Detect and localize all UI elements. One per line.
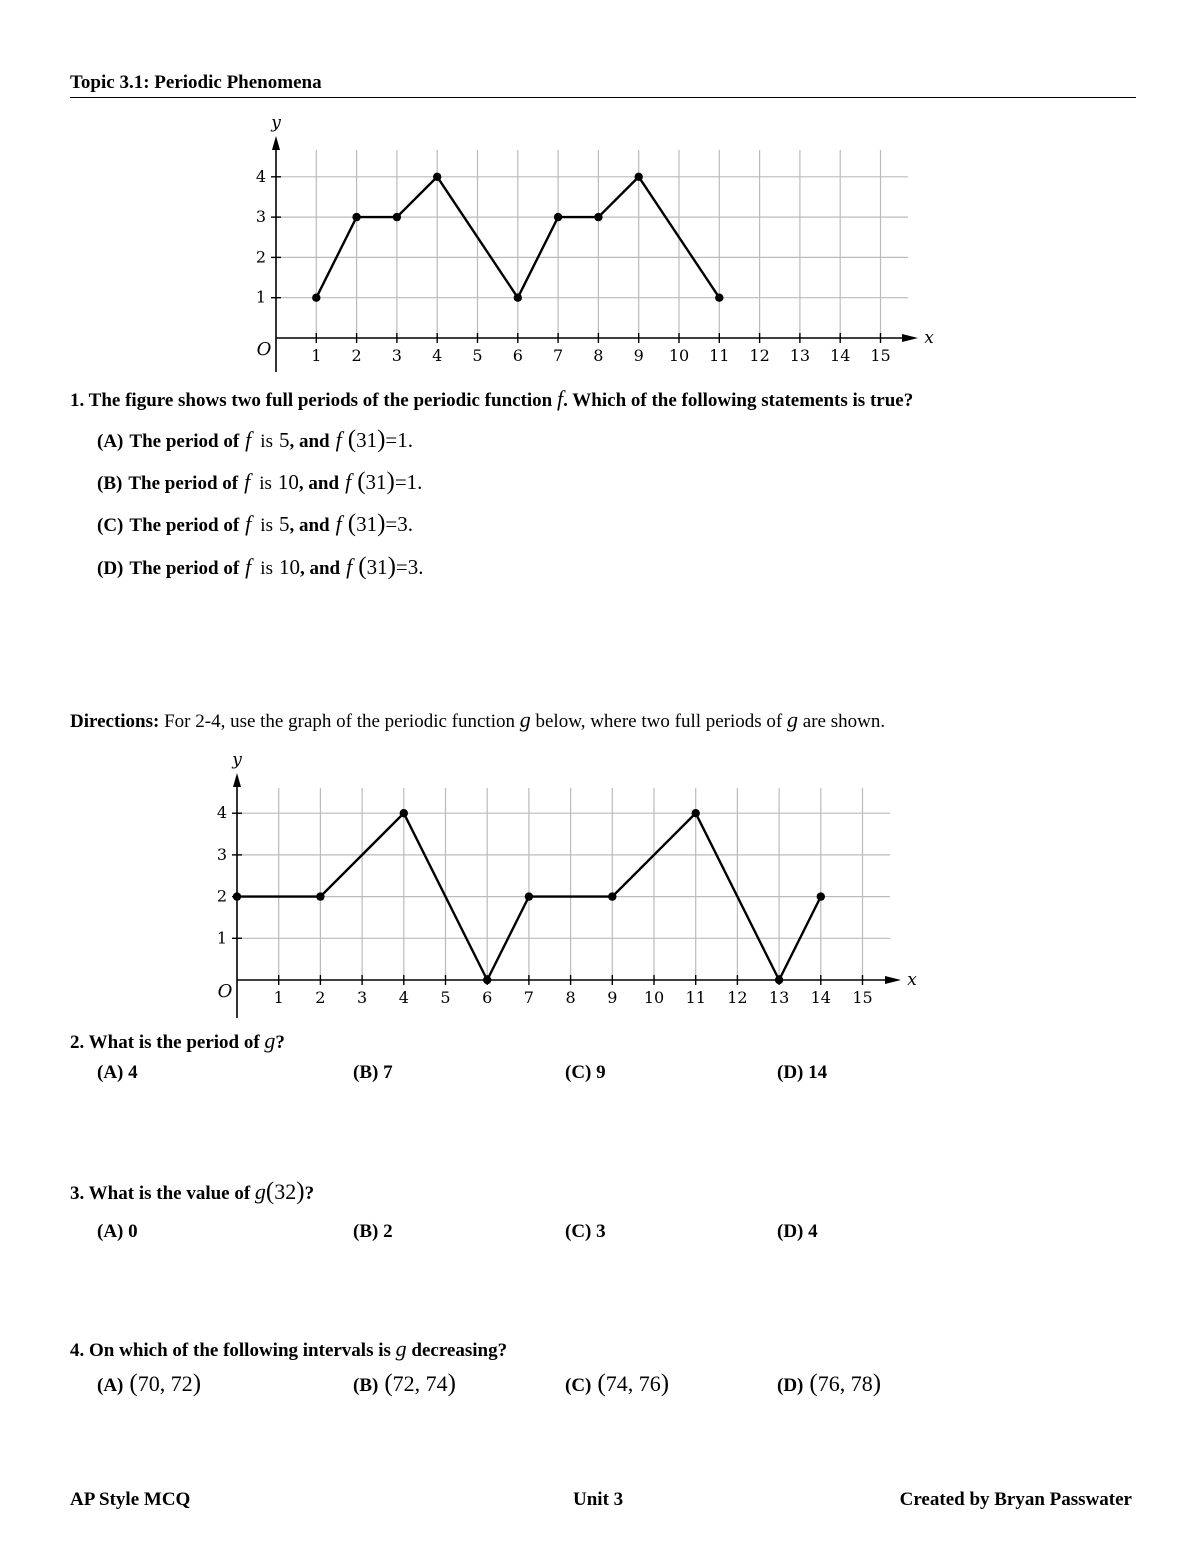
question-text: ? — [304, 1183, 315, 1204]
choice-letter: (B) — [97, 473, 123, 494]
choice-letter: (D) — [97, 558, 124, 579]
data-point — [393, 213, 401, 221]
directions-text: For 2-4, use the graph of the periodic function — [164, 711, 515, 732]
paren: ( — [347, 426, 357, 453]
paren: ) — [377, 510, 386, 537]
answer-choice[interactable] — [97, 468, 422, 496]
choice-letter: (A) — [97, 1375, 124, 1396]
question-number: 2. — [70, 1032, 85, 1053]
choice-text: , and — [289, 515, 330, 536]
question-text: ? — [275, 1032, 285, 1053]
y-axis-arrow — [233, 773, 241, 787]
directions — [70, 707, 885, 733]
y-axis-label: y — [232, 750, 242, 770]
x-tick-label: 10 — [668, 346, 690, 365]
footer-left: AP Style MCQ — [70, 1489, 191, 1510]
answer-choice[interactable]: (B) 2 — [353, 1221, 393, 1242]
data-point — [817, 892, 825, 900]
answer-choice[interactable] — [97, 426, 413, 454]
question-number: 3. — [70, 1183, 85, 1204]
choice-text: =1. — [385, 428, 413, 452]
answer-choice[interactable]: (A) 0 — [97, 1221, 138, 1242]
y-axis-arrow — [272, 136, 280, 150]
page-title: Topic 3.1: Periodic Phenomena — [70, 72, 1136, 98]
x-tick-label: 2 — [351, 346, 362, 365]
choice-letter: (C) — [97, 515, 124, 536]
answer-choice[interactable]: (D) 14 — [777, 1062, 828, 1083]
period-value: 5 — [278, 428, 290, 452]
paren: ) — [387, 553, 396, 580]
x-tick-label: 10 — [643, 988, 665, 1007]
paren: ( — [357, 468, 366, 495]
function-symbol: g — [254, 1179, 266, 1204]
function-symbol: f — [244, 469, 251, 494]
function-symbol: f — [245, 511, 252, 536]
x-tick-label: 5 — [472, 346, 483, 365]
y-tick-label: 2 — [255, 247, 266, 267]
paren: ) — [377, 426, 386, 453]
answer-choice[interactable]: (C) 9 — [565, 1062, 606, 1083]
x-axis-label: x — [907, 970, 917, 990]
answer-choice[interactable]: (B) 7 — [353, 1062, 393, 1083]
data-point — [352, 213, 360, 221]
paren: ) — [296, 1178, 305, 1205]
x-tick-label: 2 — [315, 988, 326, 1007]
period-value: 10 — [278, 555, 300, 579]
question-text: What is the value of — [88, 1183, 251, 1204]
x-tick-label: 7 — [553, 346, 564, 365]
period-value: 5 — [278, 512, 290, 536]
function-argument: 31 — [356, 512, 378, 536]
question-2 — [70, 1028, 285, 1054]
question-text: What is the period of — [88, 1032, 260, 1053]
x-tick-label: 3 — [357, 988, 368, 1007]
x-tick-label: 14 — [830, 346, 851, 365]
choice-text: is — [260, 558, 273, 579]
function-argument: 31 — [356, 428, 378, 452]
x-tick-label: 7 — [523, 988, 534, 1007]
choice-text: , and — [298, 473, 340, 494]
x-tick-label: 6 — [512, 346, 523, 365]
choice-text: =3. — [395, 555, 424, 579]
directions-label: Directions: — [70, 711, 160, 732]
function-argument: 31 — [366, 555, 388, 579]
x-tick-label: 6 — [482, 988, 493, 1007]
x-tick-label: 4 — [432, 346, 443, 365]
data-point — [635, 173, 643, 181]
graph-f — [0, 0, 1200, 380]
function-symbol: f — [335, 427, 342, 452]
x-tick-label: 11 — [685, 988, 706, 1007]
footer-right: Created by Bryan Passwater — [899, 1489, 1132, 1510]
function-symbol: f — [557, 386, 564, 411]
answer-choice[interactable] — [777, 1370, 881, 1398]
x-tick-label: 15 — [852, 988, 873, 1007]
answer-choice[interactable]: (A) 4 — [97, 1062, 138, 1083]
answer-choice[interactable] — [97, 1370, 201, 1398]
answer-choice[interactable]: (D) 4 — [777, 1221, 818, 1242]
data-point — [433, 173, 441, 181]
interval-value: 76, 78 — [817, 1371, 873, 1396]
data-point — [775, 976, 783, 984]
x-tick-label: 15 — [870, 346, 891, 365]
origin-label: O — [217, 981, 233, 1002]
graph-g — [0, 740, 1200, 1025]
choice-text: =1. — [394, 470, 423, 494]
data-point — [400, 809, 408, 817]
x-tick-label: 5 — [440, 988, 451, 1007]
answer-choice[interactable] — [565, 1370, 669, 1398]
interval-value: 70, 72 — [137, 1371, 193, 1396]
data-point — [514, 294, 522, 302]
choice-text: The period of — [129, 558, 240, 579]
x-tick-label: 8 — [565, 988, 576, 1007]
choice-text: is — [260, 431, 273, 452]
function-symbol: g — [395, 1336, 407, 1361]
x-tick-label: 14 — [810, 988, 831, 1007]
x-tick-label: 1 — [311, 346, 322, 365]
grid — [276, 150, 908, 338]
x-tick-label: 1 — [273, 988, 284, 1007]
y-tick-label: 3 — [255, 207, 266, 227]
x-tick-label: 9 — [633, 346, 644, 365]
x-axis-arrow — [902, 334, 918, 342]
choice-text: =3. — [385, 512, 413, 536]
paren: ) — [192, 1370, 202, 1397]
question-text: On which of the following intervals is — [89, 1340, 391, 1361]
x-tick-label: 4 — [398, 988, 409, 1007]
paren: ( — [358, 553, 367, 580]
function-symbol: g — [264, 1028, 276, 1053]
data-point — [608, 892, 616, 900]
data-point — [525, 892, 533, 900]
interval-value: 72, 74 — [392, 1371, 448, 1396]
answer-choice[interactable]: (C) 3 — [565, 1221, 606, 1242]
function-symbol: f — [245, 554, 252, 579]
answer-choice[interactable] — [353, 1370, 456, 1398]
choice-text: , and — [289, 431, 330, 452]
choice-text: The period of — [129, 431, 240, 452]
question-number: 4. — [70, 1340, 85, 1361]
y-tick-label: 1 — [216, 928, 227, 948]
y-tick-label: 4 — [255, 166, 266, 186]
x-tick-label: 12 — [749, 346, 770, 365]
question-1 — [70, 386, 913, 412]
paren: ) — [386, 468, 395, 495]
data-point — [594, 213, 602, 221]
y-tick-label: 2 — [216, 886, 227, 906]
function-symbol: f — [335, 511, 342, 536]
paren: ( — [809, 1370, 818, 1397]
footer-center: Unit 3 — [573, 1489, 624, 1510]
choice-letter: (C) — [565, 1375, 592, 1396]
function-symbol: f — [346, 554, 353, 579]
function-symbol: g — [787, 707, 799, 732]
choice-letter: (D) — [777, 1375, 804, 1396]
x-tick-label: 8 — [593, 346, 604, 365]
data-point — [692, 809, 700, 817]
x-tick-label: 12 — [727, 988, 748, 1007]
x-tick-label: 13 — [768, 988, 790, 1007]
data-point — [554, 213, 562, 221]
x-tick-label: 3 — [391, 346, 402, 365]
y-axis-label: y — [271, 113, 281, 133]
function-argument: 31 — [365, 470, 387, 494]
answer-choice[interactable] — [97, 553, 424, 581]
x-tick-label: 11 — [709, 346, 730, 365]
paren: ( — [129, 1370, 138, 1397]
paren: ) — [660, 1370, 670, 1397]
choice-text: is — [260, 515, 273, 536]
x-tick-label: 13 — [789, 346, 811, 365]
question-number: 1. — [70, 390, 85, 411]
choice-text: , and — [299, 558, 341, 579]
question-3 — [70, 1178, 314, 1206]
choice-letter: (B) — [353, 1375, 379, 1396]
grid — [237, 788, 890, 980]
x-axis-label: x — [924, 328, 934, 348]
origin-label: O — [256, 339, 272, 360]
directions-text: below, where two full periods of — [535, 711, 783, 732]
paren: ( — [265, 1178, 275, 1205]
paren: ( — [597, 1370, 606, 1397]
x-axis-arrow — [885, 976, 901, 984]
interval-value: 74, 76 — [605, 1371, 661, 1396]
directions-text: are shown. — [802, 711, 886, 732]
data-point — [316, 892, 324, 900]
y-tick-label: 3 — [216, 844, 227, 864]
y-tick-label: 4 — [216, 803, 227, 823]
y-tick-label: 1 — [255, 287, 266, 307]
data-point — [312, 294, 320, 302]
paren: ( — [384, 1370, 393, 1397]
paren: ( — [347, 510, 357, 537]
function-symbol: f — [345, 469, 352, 494]
data-point — [483, 976, 491, 984]
period-value: 10 — [277, 470, 299, 494]
x-tick-label: 9 — [607, 988, 618, 1007]
question-text: decreasing? — [411, 1340, 508, 1361]
question-4 — [70, 1336, 507, 1362]
choice-letter: (A) — [97, 431, 124, 452]
choice-text: The period of — [129, 515, 240, 536]
answer-choice[interactable] — [97, 510, 413, 538]
choice-text: is — [259, 473, 272, 494]
question-text: The figure shows two full periods of the periodic function — [88, 390, 553, 411]
paren: ) — [447, 1370, 456, 1397]
function-argument: 32 — [274, 1179, 297, 1204]
question-text: . Which of the following statements is true? — [563, 390, 914, 411]
function-symbol: f — [245, 427, 252, 452]
paren: ) — [872, 1370, 882, 1397]
function-symbol: g — [519, 707, 531, 732]
data-point — [233, 892, 241, 900]
data-point — [715, 294, 723, 302]
choice-text: The period of — [128, 473, 239, 494]
